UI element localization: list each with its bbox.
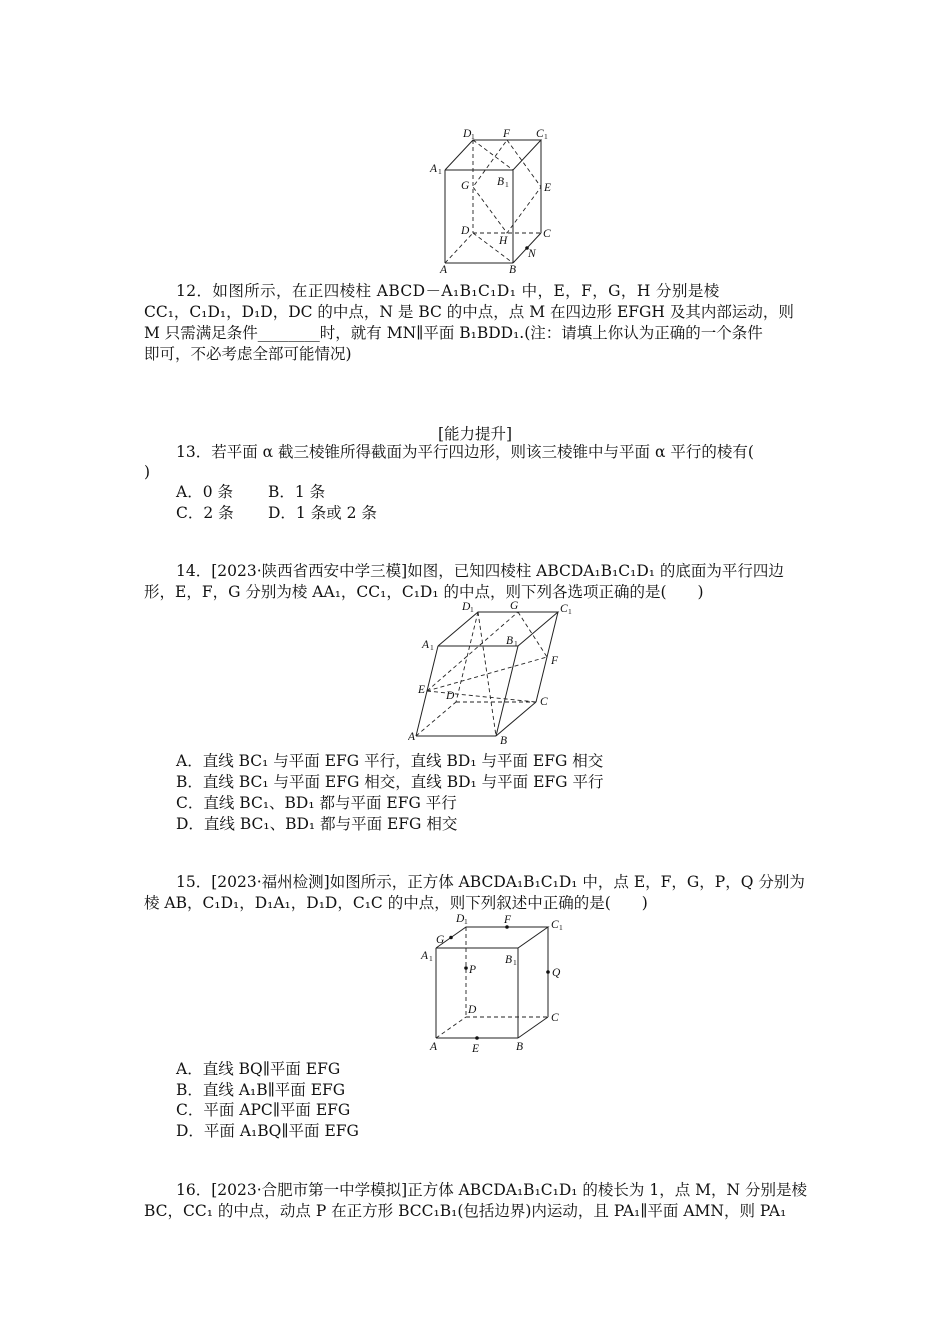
q16-line-1: 16．[2023·合肥市第一中学模拟]正方体 ABCDA₁B₁C₁D₁ 的棱长为 1，点 M，N 分别是棱 xyxy=(176,1181,808,1199)
label-A1-sub: 1 xyxy=(430,643,434,652)
label-A1-sub: 1 xyxy=(438,167,442,176)
q13-option-c: C．2 条 xyxy=(176,504,234,522)
label-A: A xyxy=(408,731,416,743)
label-C1-sub: 1 xyxy=(559,923,563,932)
section-title: [能力提升] xyxy=(437,425,513,443)
label-D: D xyxy=(461,225,470,237)
label-D1: D xyxy=(462,601,471,613)
label-B: B xyxy=(516,1041,524,1053)
label-C1: C xyxy=(560,603,568,615)
edge-DD1 xyxy=(456,612,478,702)
figure-q14-prism xyxy=(408,598,588,752)
label-B1-sub: 1 xyxy=(513,958,517,967)
q14-line-2: 形，E，F，G 分别为棱 AA₁，CC₁，C₁D₁ 的中点，则下列各选项正确的是( ) xyxy=(144,583,704,601)
oblique-prism-diagram xyxy=(408,598,588,748)
q16-line-2: BC，CC₁ 的中点，动点 P 在正方形 BCC₁B₁(包括边界)内运动，且 PA₁∥平面 AMN，则 PA₁ xyxy=(144,1202,787,1220)
label-B1: B xyxy=(505,954,513,966)
label-C1-sub: 1 xyxy=(568,607,572,616)
label-D1: D xyxy=(456,913,465,925)
label-C1-sub: 1 xyxy=(544,132,548,141)
label-D1-sub: 1 xyxy=(464,917,468,926)
figure-q12-prism xyxy=(425,125,565,279)
q15-option-b: B．直线 A₁B∥平面 EFG xyxy=(176,1081,346,1099)
label-H: H xyxy=(499,235,508,247)
label-N: N xyxy=(528,248,536,260)
label-E: E xyxy=(544,182,552,194)
label-Q: Q xyxy=(552,967,561,979)
q13-option-d: D．1 条或 2 条 xyxy=(268,504,377,522)
q14-option-b: B．直线 BC₁ 与平面 EFG 相交，直线 BD₁ 与平面 EFG 平行 xyxy=(176,773,604,791)
q15-option-d: D．平面 A₁BQ∥平面 EFG xyxy=(176,1122,359,1140)
label-A: A xyxy=(430,1041,438,1053)
q15-line-2: 棱 AB，C₁D₁，D₁A₁，D₁D，C₁C 的中点，则下列叙述中正确的是( ) xyxy=(144,894,648,912)
label-A1: A xyxy=(422,639,430,651)
edge-BB1 xyxy=(496,646,518,736)
label-C1: C xyxy=(551,919,559,931)
label-D1-sub: 1 xyxy=(471,132,475,141)
label-C: C xyxy=(551,1012,559,1024)
label-G: G xyxy=(436,934,445,946)
edge-AD xyxy=(445,233,473,263)
point-Q xyxy=(546,970,550,974)
q15-option-a: A．直线 BQ∥平面 EFG xyxy=(176,1060,341,1078)
label-D: D xyxy=(446,690,455,702)
q13-option-a: A．0 条 xyxy=(176,483,233,501)
q15-option-c: C．平面 APC∥平面 EFG xyxy=(176,1101,351,1119)
diag-D1B xyxy=(478,612,496,736)
label-G: G xyxy=(510,600,519,612)
label-E: E xyxy=(472,1043,480,1055)
q12-line-1: 12．如图所示，在正四棱柱 ABCD－A₁B₁C₁D₁ 中，E，F，G，H 分别是棱 xyxy=(176,282,720,300)
q14-option-d: D．直线 BC₁、BD₁ 都与平面 EFG 相交 xyxy=(176,815,458,833)
q14-line-1: 14．[2023·陕西省西安中学三模]如图，已知四棱柱 ABCDA₁B₁C₁D₁ 的底面为平行四边 xyxy=(176,562,784,580)
label-B1-sub: 1 xyxy=(505,180,509,189)
segment-GF xyxy=(518,612,547,657)
q12-line-3: M 只需满足条件________时，就有 MN∥平面 B₁BDD₁.(注：请填上你认为正确的一个条件 xyxy=(144,324,763,342)
label-B1: B xyxy=(506,635,514,647)
q13-line-2: ) xyxy=(144,463,151,481)
q14-option-c: C．直线 BC₁、BD₁ 都与平面 EFG 平行 xyxy=(176,794,457,812)
label-F: F xyxy=(504,914,512,926)
q14-option-a: A．直线 BC₁ 与平面 EFG 平行，直线 BD₁ 与平面 EFG 相交 xyxy=(176,752,604,770)
prism-diagram xyxy=(425,125,565,275)
label-G: G xyxy=(461,180,470,192)
label-C: C xyxy=(540,696,548,708)
label-D1-sub: 1 xyxy=(470,605,474,614)
q12-line-4: 即可，不必考虑全部可能情况) xyxy=(144,345,352,363)
edge-BC xyxy=(496,702,536,736)
point-E xyxy=(475,1036,479,1040)
label-A1-sub: 1 xyxy=(429,954,433,963)
label-C1: C xyxy=(536,128,544,140)
label-D1: D xyxy=(463,128,472,140)
q15-line-1: 15．[2023·福州检测]如图所示，正方体 ABCDA₁B₁C₁D₁ 中，点 E，F，G，P，Q 分别为 xyxy=(176,873,805,891)
label-F: F xyxy=(503,128,511,140)
label-B1-sub: 1 xyxy=(514,639,518,648)
label-B: B xyxy=(500,735,508,747)
label-B: B xyxy=(509,264,517,275)
cube-diagram xyxy=(418,910,578,1060)
edge-AD xyxy=(436,1017,466,1038)
segment-EG xyxy=(427,612,518,691)
label-A: A xyxy=(440,264,448,275)
label-C: C xyxy=(543,228,551,240)
q12-line-2: CC₁，C₁D₁，D₁D，DC 的中点，N 是 BC 的中点，点 M 在四边形 EFGH 及其内部运动，则 xyxy=(144,303,794,321)
label-E: E xyxy=(418,684,426,696)
label-B1: B xyxy=(497,176,505,188)
figure-q15-cube xyxy=(418,910,578,1064)
q13-line-1: 13．若平面 α 截三棱锥所得截面为平行四边形，则该三棱锥中与平面 α 平行的棱有( xyxy=(176,443,754,461)
edge-BC xyxy=(518,1017,548,1038)
q13-option-b: B．1 条 xyxy=(268,483,326,501)
label-A1: A xyxy=(421,950,429,962)
label-P: P xyxy=(469,964,477,976)
point-P xyxy=(464,966,468,970)
label-A1: A xyxy=(430,163,438,175)
diag-D1B1 xyxy=(473,140,513,170)
label-F: F xyxy=(551,655,559,667)
point-G xyxy=(449,936,453,940)
label-D: D xyxy=(468,1004,477,1016)
edge-AD xyxy=(416,702,456,736)
segment-EC xyxy=(427,691,536,702)
segment-EF xyxy=(427,657,547,691)
